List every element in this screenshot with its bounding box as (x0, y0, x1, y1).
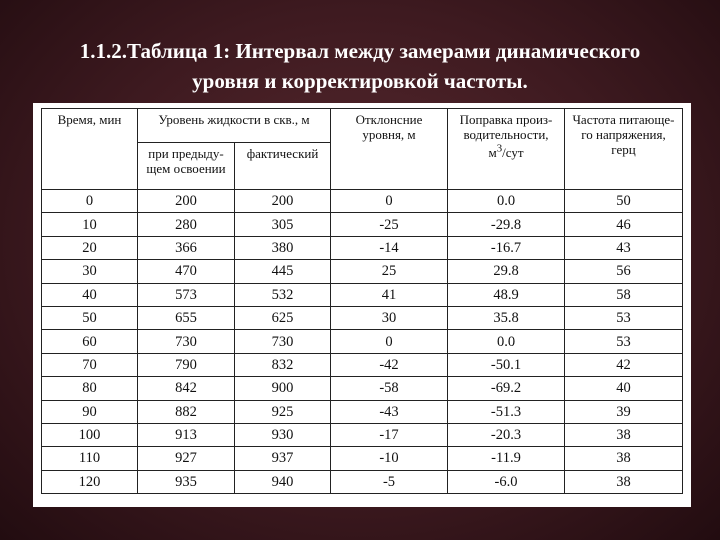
cell-deviation: 41 (331, 283, 448, 306)
data-table (41, 108, 683, 494)
cell-deviation: -25 (331, 213, 448, 236)
table-row (42, 330, 683, 353)
cell-time: 110 (42, 447, 138, 470)
cell-level-previous: 655 (138, 306, 235, 329)
cell-level-previous: 573 (138, 283, 235, 306)
cell-deviation: -14 (331, 236, 448, 259)
cell-correction: -51.3 (448, 400, 565, 423)
cell-level-previous: 200 (138, 190, 235, 213)
cell-frequency: 38 (565, 447, 683, 470)
cell-correction: -20.3 (448, 423, 565, 446)
cell-level-previous: 366 (138, 236, 235, 259)
cell-level-previous: 280 (138, 213, 235, 236)
cell-correction: 0.0 (448, 330, 565, 353)
cell-time: 10 (42, 213, 138, 236)
header-level-previous-line-2: щем освоении (146, 161, 226, 176)
cell-level-actual: 925 (235, 400, 331, 423)
cell-frequency: 53 (565, 330, 683, 353)
cell-correction: 29.8 (448, 260, 565, 283)
cell-frequency: 53 (565, 306, 683, 329)
cell-level-actual: 380 (235, 236, 331, 259)
cell-time: 70 (42, 353, 138, 376)
cell-correction: -50.1 (448, 353, 565, 376)
cell-time: 90 (42, 400, 138, 423)
cell-level-actual: 937 (235, 447, 331, 470)
header-frequency-line-3: герц (611, 142, 636, 157)
title-line-1: 1.1.2.Таблица 1: Интервал между замерами динамического (79, 39, 641, 63)
cell-correction: -29.8 (448, 213, 565, 236)
cell-level-previous: 730 (138, 330, 235, 353)
cell-time: 0 (42, 190, 138, 213)
table-sheet (33, 103, 691, 507)
cell-level-actual: 532 (235, 283, 331, 306)
cell-level-actual: 832 (235, 353, 331, 376)
cell-level-actual: 200 (235, 190, 331, 213)
table-row (42, 306, 683, 329)
cell-correction: -16.7 (448, 236, 565, 259)
header-time: Время, мин (42, 109, 138, 190)
cell-deviation: 25 (331, 260, 448, 283)
cell-time: 20 (42, 236, 138, 259)
cell-frequency: 46 (565, 213, 683, 236)
cell-deviation: 0 (331, 330, 448, 353)
header-frequency-line-2: го напряжения, (581, 127, 666, 142)
header-deviation (331, 109, 448, 190)
header-deviation-line-2: уровня, м (362, 127, 416, 142)
cell-level-previous: 927 (138, 447, 235, 470)
cell-deviation: 30 (331, 306, 448, 329)
cell-correction: -6.0 (448, 470, 565, 493)
unit-m: м (488, 145, 497, 161)
cell-level-actual: 900 (235, 377, 331, 400)
table-row (42, 260, 683, 283)
table-row (42, 283, 683, 306)
cell-frequency: 40 (565, 377, 683, 400)
header-correction-unit (488, 145, 523, 160)
cell-level-actual: 730 (235, 330, 331, 353)
cell-time: 30 (42, 260, 138, 283)
table-row (42, 423, 683, 446)
table-row (42, 190, 683, 213)
cell-level-previous: 842 (138, 377, 235, 400)
cell-correction: 48.9 (448, 283, 565, 306)
cell-time: 50 (42, 306, 138, 329)
cell-correction: -11.9 (448, 447, 565, 470)
cell-frequency: 39 (565, 400, 683, 423)
header-level-previous (138, 143, 235, 190)
table-body (42, 190, 683, 494)
cell-time: 60 (42, 330, 138, 353)
cell-deviation: -43 (331, 400, 448, 423)
title-line-2: уровня и корректировкой частоты. (192, 69, 528, 93)
header-correction-line-2: водительности, (463, 127, 549, 142)
table-row (42, 213, 683, 236)
cell-level-actual: 445 (235, 260, 331, 283)
cell-time: 40 (42, 283, 138, 306)
cell-deviation: -17 (331, 423, 448, 446)
header-correction (448, 109, 565, 190)
cell-frequency: 56 (565, 260, 683, 283)
cell-deviation: -10 (331, 447, 448, 470)
header-deviation-line-1: Отклонсние (355, 112, 423, 127)
header-correction-line-1: Поправка произ- (459, 112, 553, 127)
unit-cube: 3 (496, 143, 503, 155)
cell-time: 80 (42, 377, 138, 400)
table-row (42, 236, 683, 259)
cell-correction: 0.0 (448, 190, 565, 213)
cell-frequency: 38 (565, 470, 683, 493)
cell-frequency: 42 (565, 353, 683, 376)
table-row (42, 353, 683, 376)
cell-frequency: 58 (565, 283, 683, 306)
cell-level-actual: 940 (235, 470, 331, 493)
cell-correction: 35.8 (448, 306, 565, 329)
header-frequency-line-1: Частота питающе- (572, 112, 675, 127)
cell-deviation: -5 (331, 470, 448, 493)
cell-frequency: 50 (565, 190, 683, 213)
cell-deviation: -58 (331, 377, 448, 400)
cell-level-previous: 790 (138, 353, 235, 376)
cell-deviation: 0 (331, 190, 448, 213)
table-row (42, 470, 683, 493)
table-row (42, 377, 683, 400)
cell-level-previous: 935 (138, 470, 235, 493)
cell-level-actual: 625 (235, 306, 331, 329)
cell-level-previous: 913 (138, 423, 235, 446)
cell-deviation: -42 (331, 353, 448, 376)
cell-level-actual: 305 (235, 213, 331, 236)
cell-frequency: 38 (565, 423, 683, 446)
cell-time: 100 (42, 423, 138, 446)
cell-frequency: 43 (565, 236, 683, 259)
cell-level-previous: 882 (138, 400, 235, 423)
cell-time: 120 (42, 470, 138, 493)
cell-level-previous: 470 (138, 260, 235, 283)
cell-correction: -69.2 (448, 377, 565, 400)
header-level-actual: фактический (235, 143, 331, 190)
table-row (42, 400, 683, 423)
header-frequency (565, 109, 683, 190)
header-level-previous-line-1: при предыду- (148, 146, 224, 161)
unit-per-day: /сут (502, 145, 524, 161)
cell-level-actual: 930 (235, 423, 331, 446)
slide-title (20, 36, 700, 96)
table-row (42, 447, 683, 470)
header-level-group: Уровень жидкости в скв., м (138, 109, 331, 143)
